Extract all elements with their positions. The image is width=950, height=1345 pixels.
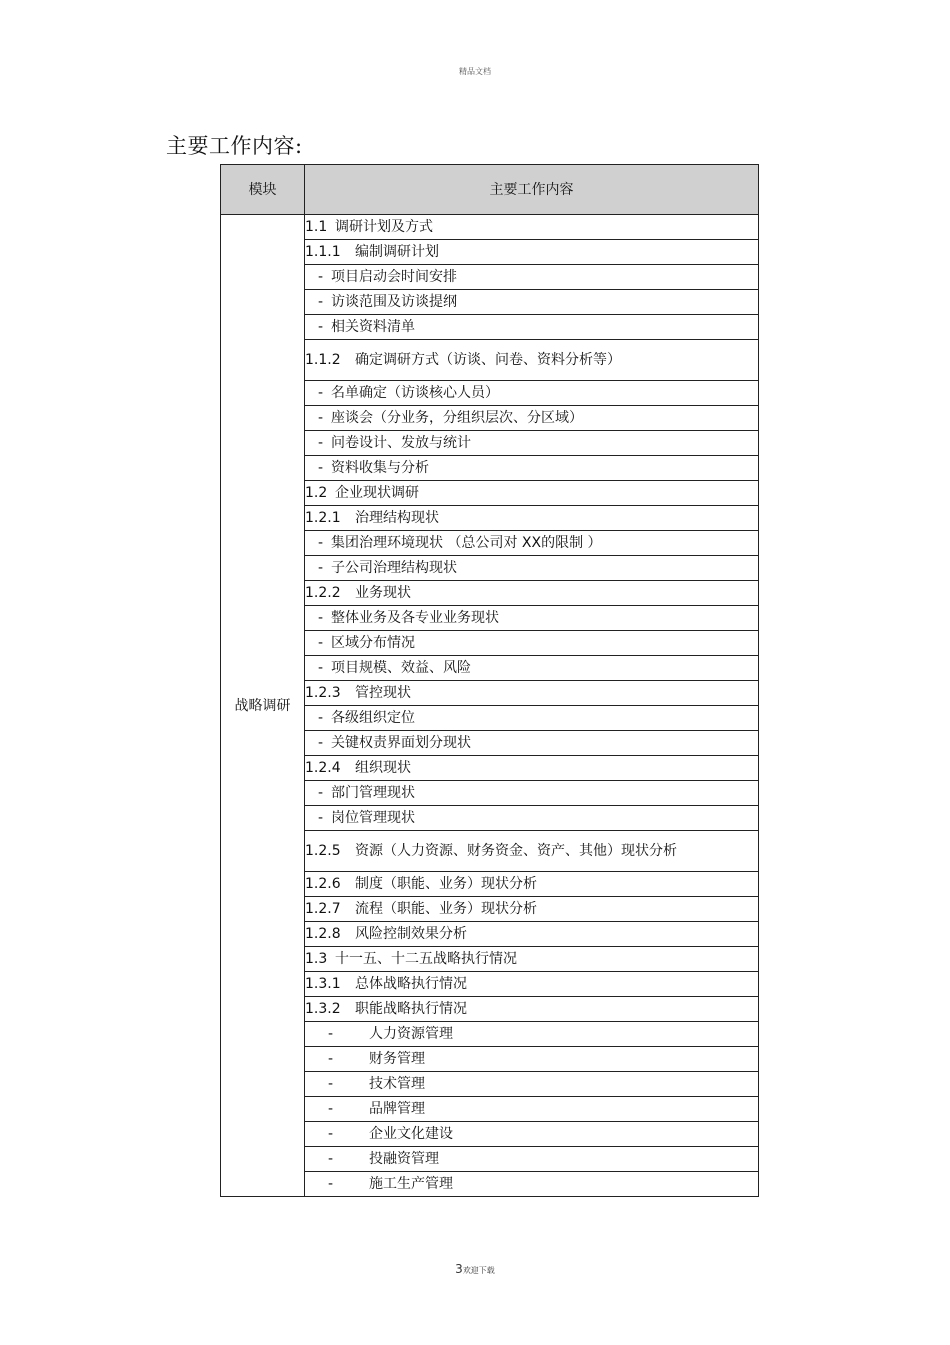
item-text: 企业文化建设 (369, 1126, 453, 1142)
item-text: 施工生产管理 (369, 1176, 453, 1192)
bullet-dash: - (317, 535, 323, 551)
item-text: 制度（职能、业务）现状分析 (355, 876, 537, 892)
content-cell (305, 606, 759, 631)
item-text: 子公司治理结构现状 (331, 560, 457, 576)
item-text: 确定调研方式（访谈、问卷、资料分析等） (355, 352, 621, 368)
item-text: 资源（人力资源、财务资金、资产、其他）现状分析 (355, 843, 677, 859)
bullet-dash: - (317, 560, 323, 576)
item-text: 投融资管理 (369, 1151, 439, 1167)
bullet-dash: - (317, 635, 323, 651)
content-cell (305, 897, 759, 922)
section-number: 1.2.6 (305, 876, 341, 892)
item-text: 业务现状 (355, 585, 411, 601)
content-cell (305, 872, 759, 897)
column-header-module: 模块 (221, 165, 305, 215)
bullet-dash: - (317, 294, 323, 310)
content-cell (305, 781, 759, 806)
content-cell (305, 922, 759, 947)
section-number: 1.3.1 (305, 976, 341, 992)
item-text: 组织现状 (355, 760, 411, 776)
section-number: 1.1 (305, 219, 328, 235)
content-cell (305, 806, 759, 831)
content-cell (305, 215, 759, 240)
bullet-dash: - (327, 1176, 333, 1192)
bullet-dash: - (317, 319, 323, 335)
section-number: 1.2.7 (305, 901, 341, 917)
bullet-dash: - (317, 269, 323, 285)
content-cell (305, 481, 759, 506)
bullet-dash: - (327, 1076, 333, 1092)
content-cell (305, 631, 759, 656)
page-footer (0, 1262, 950, 1276)
bullet-dash: - (317, 385, 323, 401)
content-cell (305, 1172, 759, 1197)
section-number: 1.3 (305, 951, 328, 967)
bullet-dash: - (327, 1051, 333, 1067)
content-cell (305, 431, 759, 456)
item-text: 岗位管理现状 (331, 810, 415, 826)
content-cell (305, 581, 759, 606)
item-text: 问卷设计、发放与统计 (331, 435, 471, 451)
section-number: 1.3.2 (305, 1001, 341, 1017)
section-number: 1.2.4 (305, 760, 341, 776)
item-text: 区域分布情况 (331, 635, 415, 651)
section-number: 1.1.2 (305, 352, 341, 368)
item-text: 项目启动会时间安排 (331, 269, 457, 285)
section-number: 1.2.8 (305, 926, 341, 942)
content-cell (305, 506, 759, 531)
bullet-dash: - (327, 1026, 333, 1042)
content-cell (305, 656, 759, 681)
section-number: 1.1.1 (305, 244, 341, 260)
bullet-dash: - (317, 660, 323, 676)
content-cell (305, 456, 759, 481)
bullet-dash: - (317, 810, 323, 826)
item-text: 企业现状调研 (335, 485, 419, 501)
table-body (221, 215, 759, 1197)
item-text: 座谈会（分业务，分组织层次、分区域） (331, 410, 583, 426)
section-number: 1.2 (305, 485, 328, 501)
item-text: 品牌管理 (369, 1101, 425, 1117)
content-cell (305, 315, 759, 340)
item-text: 治理结构现状 (355, 510, 439, 526)
content-cell (305, 1072, 759, 1097)
content-cell (305, 556, 759, 581)
item-text: 流程（职能、业务）现状分析 (355, 901, 537, 917)
section-number: 1.2.2 (305, 585, 341, 601)
section-number: 1.2.5 (305, 843, 341, 859)
content-cell (305, 265, 759, 290)
item-text: 总体战略执行情况 (355, 976, 467, 992)
section-number: 1.2.3 (305, 685, 341, 701)
content-cell (305, 997, 759, 1022)
item-text: 职能战略执行情况 (355, 1001, 467, 1017)
item-text: 资料收集与分析 (331, 460, 429, 476)
content-cell (305, 681, 759, 706)
item-text: 部门管理现状 (331, 785, 415, 801)
column-header-content: 主要工作内容 (305, 165, 759, 215)
item-text: 人力资源管理 (369, 1026, 453, 1042)
bullet-dash: - (317, 735, 323, 751)
content-cell (305, 1022, 759, 1047)
section-title: 主要工作内容: (166, 134, 303, 158)
page-number: 3 (455, 1262, 463, 1276)
item-text: 编制调研计划 (355, 244, 439, 260)
item-text: 调研计划及方式 (335, 219, 433, 235)
item-text: 风险控制效果分析 (355, 926, 467, 942)
item-text: 访谈范围及访谈提纲 (331, 294, 457, 310)
bullet-dash: - (327, 1101, 333, 1117)
content-cell (305, 947, 759, 972)
content-cell (305, 290, 759, 315)
work-content-table (220, 164, 759, 1197)
item-text: 项目规模、效益、风险 (331, 660, 471, 676)
content-cell (305, 756, 759, 781)
content-cell (305, 731, 759, 756)
content-cell (305, 1047, 759, 1072)
item-text: 技术管理 (369, 1076, 425, 1092)
table-row (221, 215, 759, 240)
bullet-dash: - (317, 460, 323, 476)
content-cell (305, 972, 759, 997)
bullet-dash: - (317, 610, 323, 626)
item-text: 相关资料清单 (331, 319, 415, 335)
module-cell: 战略调研 (221, 215, 305, 1197)
item-text: 各级组织定位 (331, 710, 415, 726)
content-cell (305, 831, 759, 872)
footer-note: 欢迎下载 (462, 1266, 495, 1275)
item-text: 关键权责界面划分现状 (331, 735, 471, 751)
content-cell (305, 1097, 759, 1122)
item-text: 整体业务及各专业业务现状 (331, 610, 499, 626)
header-note: 精品文档 (459, 67, 491, 76)
content-cell (305, 340, 759, 381)
content-cell (305, 240, 759, 265)
item-text: 集团治理环境现状 （总公司对 XX的限制 ） (331, 535, 602, 551)
content-cell (305, 381, 759, 406)
section-number: 1.2.1 (305, 510, 341, 526)
content-cell (305, 1122, 759, 1147)
bullet-dash: - (317, 710, 323, 726)
content-cell (305, 531, 759, 556)
bullet-dash: - (327, 1151, 333, 1167)
item-text: 名单确定（访谈核心人员） (331, 385, 499, 401)
item-text: 财务管理 (369, 1051, 425, 1067)
bullet-dash: - (317, 435, 323, 451)
item-text: 十一五、十二五战略执行情况 (335, 951, 517, 967)
bullet-dash: - (327, 1126, 333, 1142)
content-cell (305, 1147, 759, 1172)
item-text: 管控现状 (355, 685, 411, 701)
bullet-dash: - (317, 785, 323, 801)
content-cell (305, 706, 759, 731)
content-cell (305, 406, 759, 431)
bullet-dash: - (317, 410, 323, 426)
